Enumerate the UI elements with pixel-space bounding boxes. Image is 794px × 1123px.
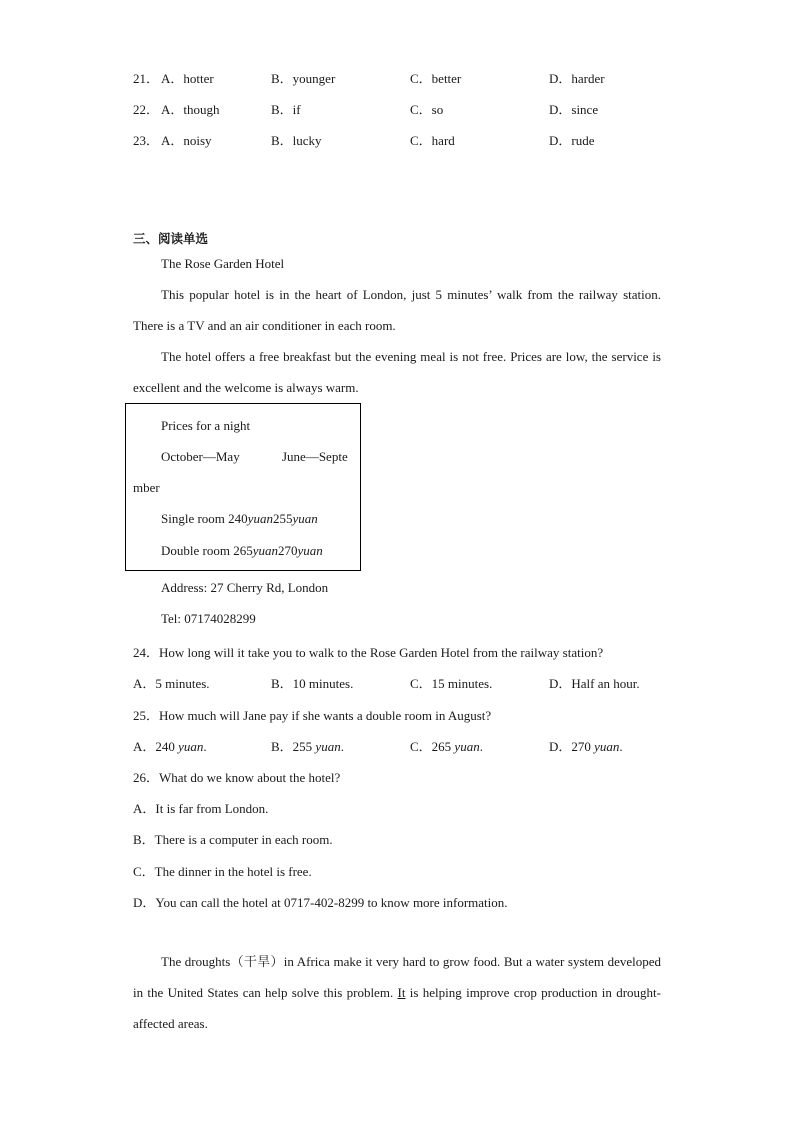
option-a[interactable]: A．noisy (161, 133, 212, 148)
option-d[interactable]: D．harder (549, 71, 605, 86)
passage-paragraph-2: The hotel offers a free breakfast but the evening meal is not free. Prices are low, the service is excellent and the welcome is always warm. (133, 349, 661, 395)
option-a[interactable]: A．though (161, 102, 220, 117)
question-text: What do we know about the hotel? (159, 770, 341, 785)
currency: yuan (292, 511, 318, 526)
option-c[interactable]: C．The dinner in the hotel is free. (133, 864, 312, 879)
option-d[interactable]: D．since (549, 102, 599, 117)
option-b[interactable]: B．lucky (271, 133, 322, 148)
currency: yuan (252, 543, 278, 558)
option-b[interactable] (271, 736, 344, 755)
option-c[interactable]: C．hard (410, 133, 455, 148)
option-suffix: . (203, 739, 207, 754)
option-suffix: . (479, 739, 483, 754)
passage-2-text-2: is helping improve crop production in drought-affected areas. (133, 985, 661, 1031)
currency: yuan (247, 511, 273, 526)
question-text: How long will it take you to walk to the Rose Garden Hotel from the railway station? (159, 645, 604, 660)
option-d[interactable]: D．You can call the hotel at 0717-402-8299 to know more information. (133, 895, 508, 910)
passage-title: The Rose Garden Hotel (161, 256, 285, 271)
currency: yuan (315, 739, 341, 754)
option-c[interactable] (410, 736, 483, 755)
season-low: October—May (161, 449, 240, 464)
option-c[interactable]: C．better (410, 71, 462, 86)
option-text: C．265 (410, 739, 455, 754)
double-room-row (161, 543, 323, 559)
double-room-price-2: 270 (278, 543, 298, 558)
currency: yuan (178, 739, 204, 754)
option-b[interactable]: B．10 minutes. (271, 676, 354, 691)
price-table (125, 403, 361, 571)
question-stem (133, 767, 340, 786)
question-number: 25． (133, 708, 160, 723)
option-a[interactable] (133, 736, 207, 755)
option-b[interactable]: B．There is a computer in each room. (133, 832, 333, 847)
currency: yuan (297, 543, 323, 558)
question-number: 23． (133, 133, 160, 148)
passage-paragraph-1: This popular hotel is in the heart of London, just 5 minutes’ walk from the railway station. There is a TV and an air conditioner in each room. (133, 287, 661, 333)
question-stem (133, 705, 491, 724)
season-high-wrap: mber (133, 480, 160, 495)
question-text: How much will Jane pay if she wants a double room in August? (159, 708, 492, 723)
price-table-title: Prices for a night (161, 418, 251, 433)
single-room-price-2: 255 (272, 511, 293, 526)
option-d[interactable]: D．rude (549, 133, 595, 148)
option-suffix: . (619, 739, 623, 754)
option-b[interactable]: B．if (271, 102, 301, 117)
option-a[interactable]: A．hotter (161, 71, 214, 86)
hotel-tel: Tel: 07174028299 (161, 611, 256, 626)
option-text: D．270 (549, 739, 595, 754)
option-c[interactable]: C．15 minutes. (410, 676, 493, 691)
question-number: 24． (133, 645, 160, 660)
option-b[interactable]: B．younger (271, 71, 336, 86)
option-a[interactable]: A．5 minutes. (133, 676, 210, 691)
single-room-row (161, 511, 318, 527)
currency: yuan (594, 739, 620, 754)
single-room-label: Single room 240 (161, 511, 248, 526)
underlined-word: It (397, 985, 406, 1000)
option-a[interactable]: A．It is far from London. (133, 801, 269, 816)
season-high: June—Septe (282, 449, 348, 464)
currency: yuan (454, 739, 480, 754)
question-number: 26． (133, 770, 160, 785)
double-room-label: Double room 265 (161, 543, 253, 558)
option-suffix: . (340, 739, 344, 754)
option-c[interactable]: C．so (410, 102, 444, 117)
question-number: 21． (133, 71, 160, 86)
option-text: B．255 (271, 739, 316, 754)
option-d[interactable]: D．Half an hour. (549, 676, 640, 691)
section-heading: 三、阅读单选 (133, 231, 209, 246)
passage-2-text-1: The droughts（干旱）in Africa make it very hard to grow food. But a water system developed in the United States can help solve this problem. (133, 954, 661, 1000)
option-text: A．240 (133, 739, 179, 754)
question-stem (133, 642, 603, 661)
option-d[interactable] (549, 736, 623, 755)
passage-2-paragraph (133, 946, 661, 1039)
hotel-address: Address: 27 Cherry Rd, London (161, 580, 329, 595)
question-number: 22． (133, 102, 160, 117)
